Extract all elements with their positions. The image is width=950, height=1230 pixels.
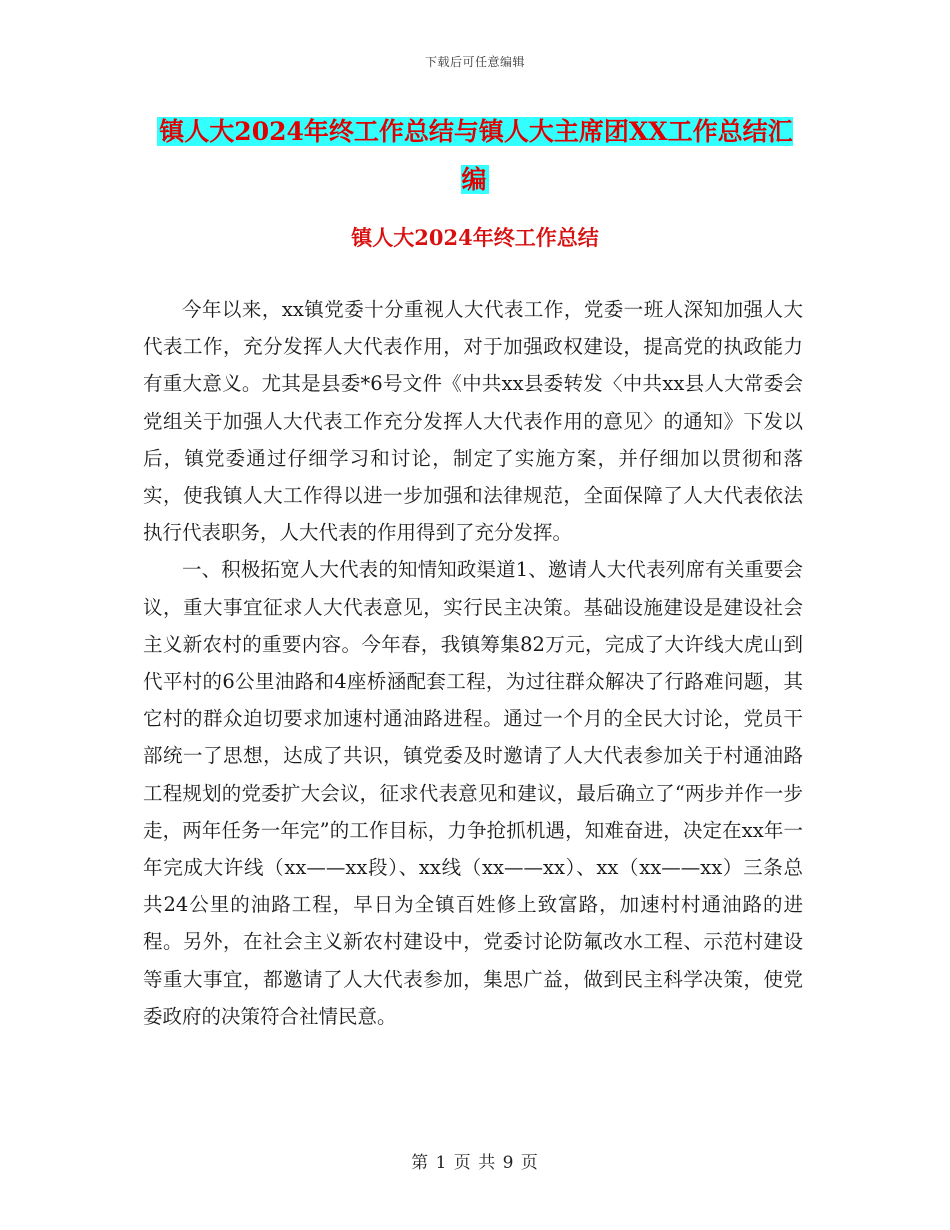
page-footer: 第 1 页 共 9 页 xyxy=(411,1153,539,1173)
section-title: 镇人大2024年终工作总结 xyxy=(351,225,599,250)
body-paragraph: 一、积极拓宽人大代表的知情知政渠道1、邀请人大代表列席有关重要会议，重大事宜征求人大代表意见，实行民主决策。基础设施建设是建设社会主义新农村的重要内容。今年春，我镇筹集82万元，完成了大许线大虎山到代平村的6公里油路和4座桥涵配套工程，为过往群众解决了行路难问题，其它村的群众迫切要求加速村通油路进程。通过一个月的全民大讨论，党员干部统一了思想，达成了共识，镇党委及时邀请了人大代表参加关于村通油路工程规划的党委扩大会议，征求代表意见和建议，最后确立了“两步并作一步走，两年任务一年完”的工作目标，力争抢抓机遇，知难奋进，决定在xx年一年完成大许线（xx——xx段）、xx线（xx——xx）、xx（xx——xx）三条总共24公里的油路工程，早日为全镇百姓修上致富路，加速村村通油路的进程。另外，在社会主义新农村建设中，党委讨论防氟改水工程、示范村建设等重大事宜，都邀请了人大代表参加，集思广益，做到民主科学决策，使党委政府的决策符合社情民意。 xyxy=(143,558,803,1028)
header-note: 下载后可任意编辑 xyxy=(424,55,525,69)
document-title xyxy=(150,108,800,204)
document-body xyxy=(143,291,803,1035)
document-title-text: 镇人大2024年终工作总结与镇人大主席团XX工作总结汇编 xyxy=(159,117,793,194)
body-paragraph: 今年以来，xx镇党委十分重视人大代表工作，党委一班人深知加强人大代表工作，充分发挥人大代表作用，对于加强政权建设，提高党的执政能力有重大意义。尤其是县委*6号文件《中共xx县委转发〈中共xx县人大常委会党组关于加强人大代表工作充分发挥人大代表作用的意见〉的通知》下发以后，镇党委通过仔细学习和讨论，制定了实施方案，并仔细加以贯彻和落实，使我镇人大工作得以进一步加强和法律规范，全面保障了人大代表依法执行代表职务，人大代表的作用得到了充分发挥。 xyxy=(143,298,803,545)
